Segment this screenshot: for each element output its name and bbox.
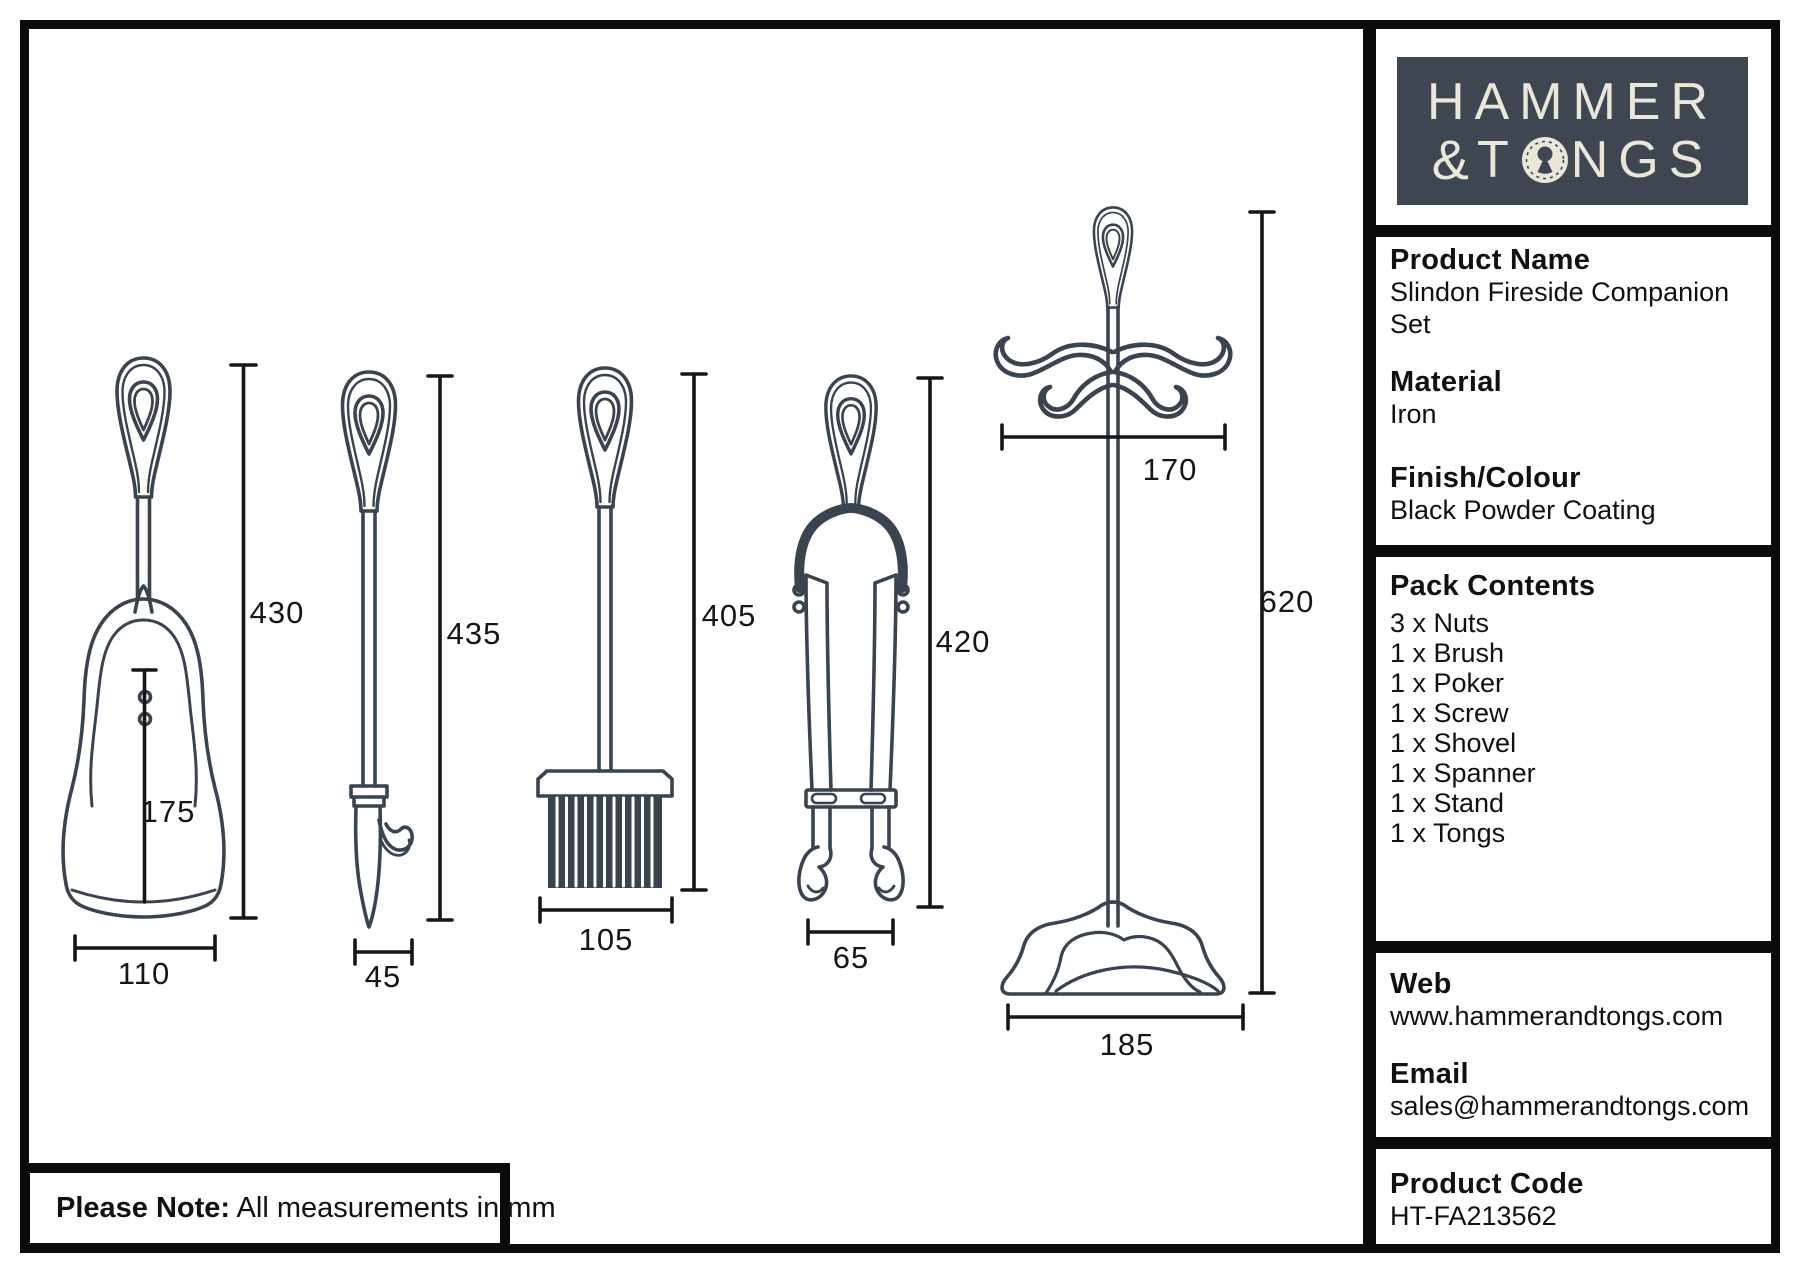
dim-label-shovel-height: 430 xyxy=(249,595,305,630)
dim-label-brush-width: 105 xyxy=(578,922,634,957)
dim-label-stand-base-width: 185 xyxy=(1099,1027,1155,1062)
pack-item: 1 x Stand xyxy=(1390,788,1505,818)
dim-label-stand-hook-width: 170 xyxy=(1142,452,1198,487)
pack-item: 3 x Nuts xyxy=(1390,608,1490,638)
product-name-value: Slindon Fireside Companion Set xyxy=(1390,277,1730,339)
dim-label-shovel-width: 110 xyxy=(117,956,171,991)
note-body: All measurements in mm xyxy=(230,1191,556,1224)
pack-item: 1 x Spanner xyxy=(1390,758,1536,788)
finish-label: Finish/Colour xyxy=(1390,462,1581,494)
pack-contents-label: Pack Contents xyxy=(1390,570,1596,602)
logo-ampersand: & xyxy=(1431,128,1471,191)
keyhole-icon xyxy=(1521,136,1569,184)
dim-label-brush-height: 405 xyxy=(701,598,757,633)
product-code-label: Product Code xyxy=(1390,1168,1584,1200)
email-label: Email xyxy=(1390,1058,1469,1090)
pack-item: 1 x Screw xyxy=(1390,698,1509,728)
section-product-code xyxy=(1390,1168,1762,1232)
section-email xyxy=(1390,1058,1762,1122)
section-pack-contents xyxy=(1390,570,1762,848)
logo-line-2 xyxy=(1431,128,1714,191)
logo-line-1 xyxy=(1427,74,1718,130)
logo-letters-ngs: NGS xyxy=(1570,131,1714,189)
pack-item: 1 x Poker xyxy=(1390,668,1505,698)
material-value: Iron xyxy=(1390,399,1437,429)
product-code-value: HT-FA213562 xyxy=(1390,1201,1557,1231)
panel-rule-3 xyxy=(1376,941,1771,953)
section-product-name xyxy=(1390,244,1762,340)
panel-rule-1 xyxy=(1376,225,1771,237)
dim-label-tongs-height: 420 xyxy=(935,624,991,659)
pack-item: 1 x Tongs xyxy=(1390,818,1506,848)
product-name-label: Product Name xyxy=(1390,244,1591,276)
dim-label-stand-height: 620 xyxy=(1259,584,1315,619)
dim-label-shovel-pan-depth: 175 xyxy=(140,794,196,829)
brand-logo xyxy=(1397,57,1748,205)
dim-label-poker-tip-width: 45 xyxy=(364,959,402,994)
section-material xyxy=(1390,366,1762,430)
web-value: www.hammerandtongs.com xyxy=(1390,1001,1724,1031)
note-box xyxy=(20,1163,556,1253)
finish-value: Black Powder Coating xyxy=(1390,495,1656,525)
web-label: Web xyxy=(1390,968,1452,1000)
pack-item: 1 x Brush xyxy=(1390,638,1505,668)
dim-label-poker-height: 435 xyxy=(446,616,502,651)
dim-label-tongs-jaw-width: 65 xyxy=(832,940,870,975)
note-label: Please Note: xyxy=(56,1191,231,1224)
section-web xyxy=(1390,968,1762,1032)
panel-rule-4 xyxy=(1376,1137,1771,1149)
logo-letter-t: T xyxy=(1476,131,1519,189)
note-text xyxy=(30,1192,556,1225)
logo-word-hammer: HAMMER xyxy=(1426,73,1719,131)
section-finish xyxy=(1390,462,1762,526)
panel-divider xyxy=(1363,20,1376,1253)
email-value: sales@hammerandtongs.com xyxy=(1390,1091,1750,1121)
panel-rule-2 xyxy=(1376,545,1771,557)
material-label: Material xyxy=(1390,366,1502,398)
pack-item: 1 x Shovel xyxy=(1390,728,1517,758)
